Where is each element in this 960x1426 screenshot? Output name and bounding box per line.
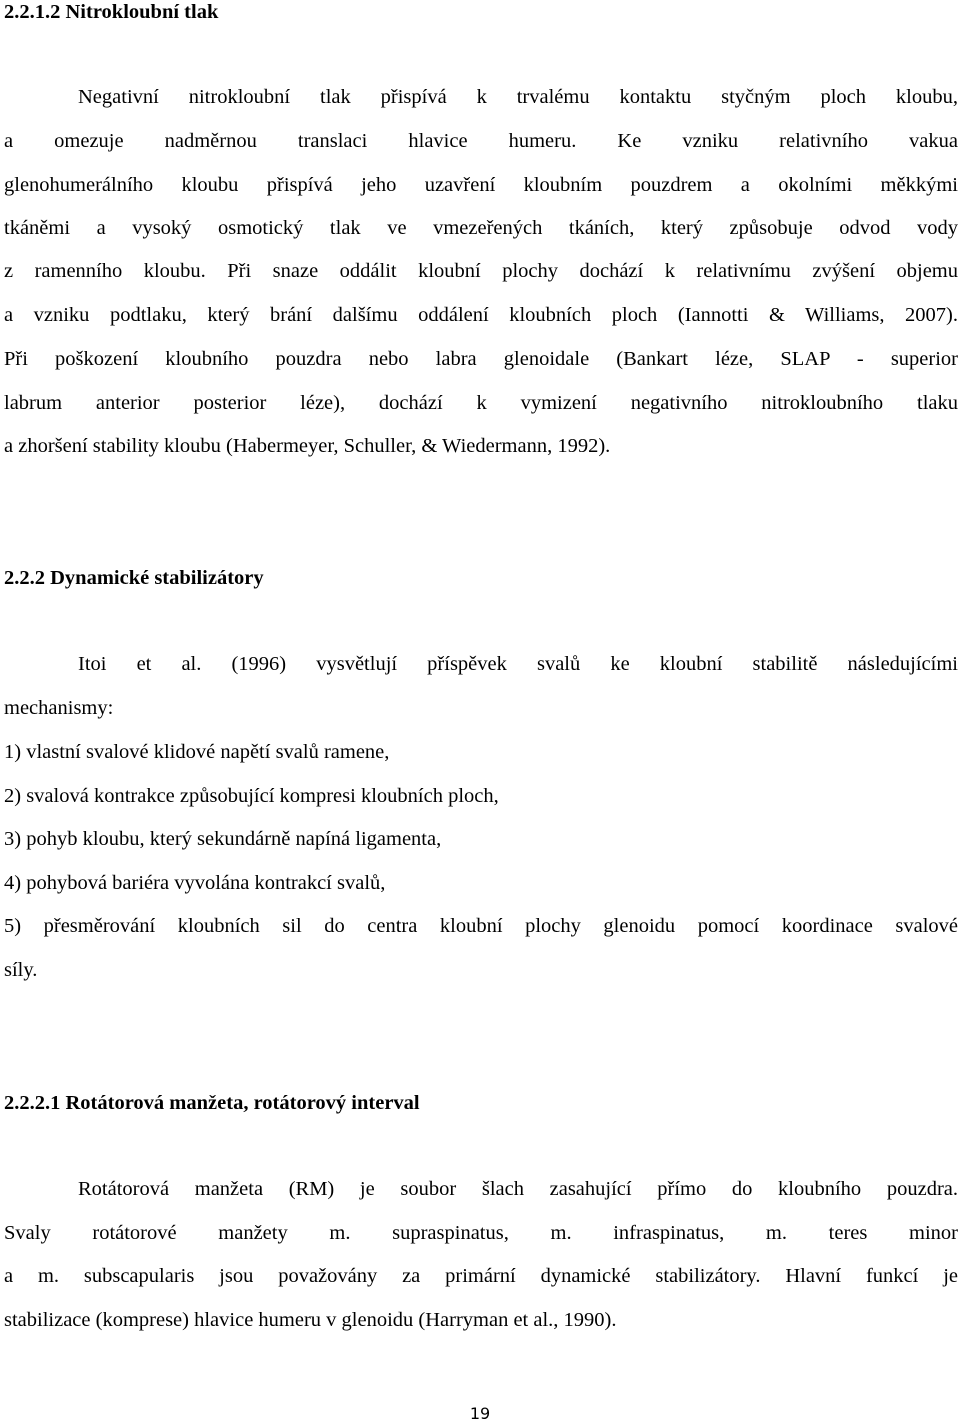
list-item: 3) pohyb kloubu, který sekundárně napíná ligamenta,: [4, 828, 442, 850]
list-item: 2) svalová kontrakce způsobující kompresi kloubních ploch,: [4, 785, 499, 807]
paragraph-line: z ramenního kloubu. Při snaze oddálit kloubní plochy dochází k relativnímu zvýšení objemu: [4, 260, 958, 282]
section-heading-rotatorova-manzeta: 2.2.2.1 Rotátorová manžeta, rotátorový interval: [4, 1092, 420, 1114]
paragraph-line: a m. subscapularis jsou považovány za primární dynamické stabilizátory. Hlavní funkcí je: [4, 1265, 958, 1287]
section-heading-nitrokloubni-tlak: 2.2.1.2 Nitrokloubní tlak: [4, 1, 219, 23]
paragraph-line: a omezuje nadměrnou translaci hlavice humeru. Ke vzniku relativního vakua: [4, 130, 958, 152]
paragraph-line-last: stabilizace (komprese) hlavice humeru v glenoidu (Harryman et al., 1990).: [4, 1309, 617, 1331]
paragraph-line: Rotátorová manžeta (RM) je soubor šlach zasahující přímo do kloubního pouzdra.: [78, 1178, 958, 1200]
page-number: 19: [469, 1404, 491, 1423]
paragraph-line: Při poškození kloubního pouzdra nebo labra glenoidale (Bankart léze, SLAP - superior: [4, 348, 958, 370]
list-item-continuation: síly.: [4, 959, 38, 981]
section-heading-dynamicke-stabilizatory: 2.2.2 Dynamické stabilizátory: [4, 567, 264, 589]
list-item: 1) vlastní svalové klidové napětí svalů ramene,: [4, 741, 390, 763]
paragraph-line: Negativní nitrokloubní tlak přispívá k trvalému kontaktu styčným ploch kloubu,: [78, 86, 958, 108]
paragraph-line: glenohumerálního kloubu přispívá jeho uzavření kloubním pouzdrem a okolními měkkými: [4, 174, 958, 196]
paragraph-line-last: mechanismy:: [4, 697, 114, 719]
paragraph-line: Itoi et al. (1996) vysvětlují příspěvek svalů ke kloubní stabilitě následujícími: [78, 653, 958, 675]
paragraph-line-last: a zhoršení stability kloubu (Habermeyer, Schuller, & Wiedermann, 1992).: [4, 435, 611, 457]
list-item: 5) přesměrování kloubních sil do centra kloubní plochy glenoidu pomocí koordinace svalové: [4, 915, 958, 937]
paragraph-line: a vzniku podtlaku, který brání dalšímu oddálení kloubních ploch (Iannotti & Williams, 2007).: [4, 304, 958, 326]
paragraph-line: Svaly rotátorové manžety m. supraspinatus, m. infraspinatus, m. teres minor: [4, 1222, 958, 1244]
paragraph-line: labrum anterior posterior léze), dochází k vymizení negativního nitrokloubního tlaku: [4, 392, 958, 414]
paragraph-line: tkáněmi a vysoký osmotický tlak ve vmezeřených tkáních, který způsobuje odvod vody: [4, 217, 958, 239]
list-item: 4) pohybová bariéra vyvolána kontrakcí svalů,: [4, 872, 386, 894]
